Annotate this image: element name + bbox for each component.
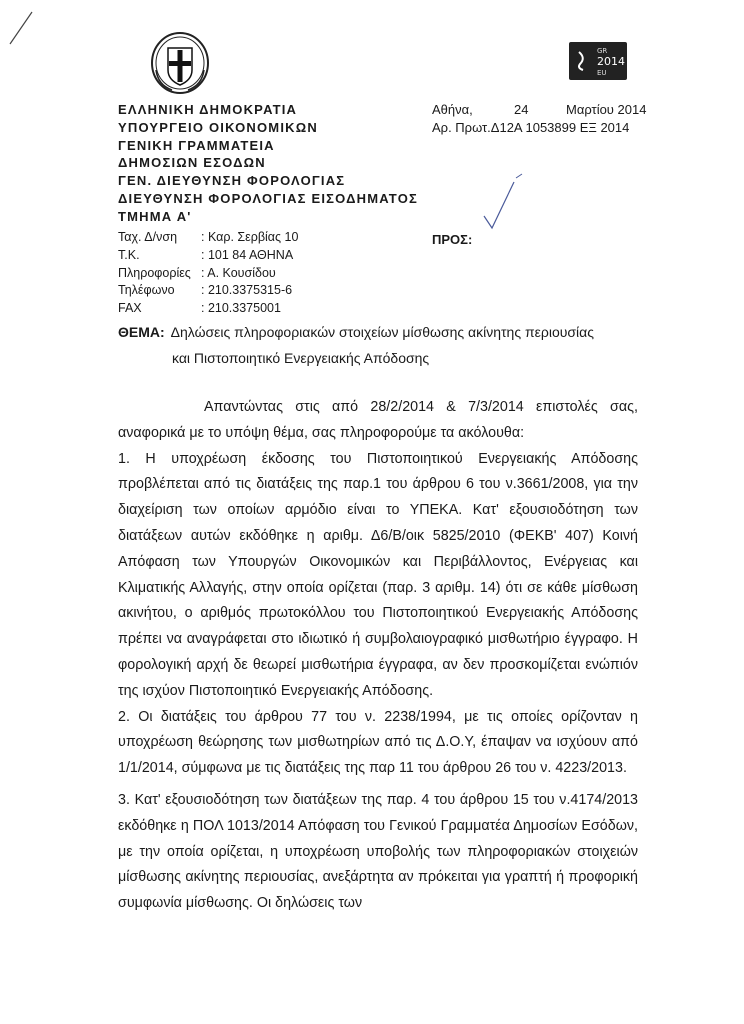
header-line: ΔΗΜΟΣΙΩΝ ΕΣΟΔΩΝ xyxy=(118,155,266,171)
date-line xyxy=(432,101,646,119)
paragraph-1: 1. Η υποχρέωση έκδοσης του Πιστοποιητικού Ενεργειακής Απόδοσης προβλέπεται από τις διατάξεις της παρ.1 του άρθρου 6 του ν.3661/2008, για την διαχείριση των οποίων αρμόδιο είναι το ΥΠΕΚΑ. Κατ' εξουσιοδότηση των διατάξεων αυτών εκδόθηκε η αριθμ. Δ6/Β/οικ 5825/2010 (ΦΕΚΒ' 407) Κοινή Απόφαση των Υπουργών Οικονομικών και Περιβάλλοντος, Ενέργειας και Κλιματικής Αλλαγής, στην οποία ορίζεται (παρ. 3 αριθμ. 14) ότι σε κάθε μίσθωση ακινήτου, ο αριθμός πρωτοκόλλου του Πιστοποιητικού Ενεργειακής Απόδοσης πρέπει να αναγράφεται στο ιδιωτικό ή συμβολαιογραφικό μισθωτήριο έγγραφο. Η φορολογική αρχή δε θεωρεί μισθωτήρια έγγραφα, αν δεν προσκομίζεται ενώπιόν της ισχύον Πιστοποιητικό Ενεργειακής Απόδοσης. xyxy=(118,450,638,699)
presidency-mark-icon xyxy=(575,50,589,72)
header-line: ΤΜΗΜΑ Α' xyxy=(118,208,192,224)
contact-row xyxy=(118,247,298,265)
eu-presidency-logo xyxy=(569,42,627,80)
contact-row xyxy=(118,282,298,300)
contact-row xyxy=(118,300,298,318)
subject-label: ΘΕΜΑ: xyxy=(118,324,165,340)
contact-value: : 210.3375315-6 xyxy=(201,283,293,298)
protocol-number: Αρ. Πρωτ.Δ12Α 1053899 ΕΞ 2014 xyxy=(432,120,630,135)
contact-label: Τηλέφωνο xyxy=(118,283,175,298)
date-city: Αθήνα, xyxy=(432,102,473,117)
subject-line-1 xyxy=(118,319,594,345)
contact-row xyxy=(118,229,298,247)
date-month-year: Μαρτίου 2014 xyxy=(566,102,647,117)
issuing-authority-header xyxy=(118,101,418,226)
paragraph-3: 3. Κατ' εξουσιοδότηση των διατάξεων της παρ. 4 του άρθρου 15 του ν.4174/2013 εκδόθηκε η ΠΟΛ 1013/2014 Απόφαση του Γενικού Γραμματέα Δημοσίων Εσόδων, με την οποία ορίζεται, η υποχρέωση υποβολής των πληροφοριακών στοιχειών μίσθωσης ακίνητης περιουσίας, ανεξάρτητα αν πρόκειται για γραπτή ή προφορική συμφωνία μίσθωσης. Οι δηλώσεις των xyxy=(118,791,638,912)
contact-value: : 101 84 ΑΘΗΝΑ xyxy=(201,247,294,262)
pen-stroke-mark xyxy=(6,8,36,48)
header-line: ΓΕΝΙΚΗ ΓΡΑΜΜΑΤΕΙΑ xyxy=(118,137,275,153)
intro-paragraph: Απαντώντας στις από 28/2/2014 & 7/3/2014 επιστολές σας, αναφορικά με το υπόψη θέμα, σας πληροφορούμε τα ακόλουθα: xyxy=(118,399,638,441)
logo-text-year: 2014 xyxy=(597,55,625,68)
header-line: ΔΙΕΥΘΥΝΣΗ ΦΟΡΟΛΟΓΙΑΣ ΕΙΣΟΔΗΜΑΤΟΣ xyxy=(118,190,419,206)
contact-label: Πληροφορίες xyxy=(118,265,191,280)
header-line: ΓΕΝ. ΔΙΕΥΘΥΝΣΗ ΦΟΡΟΛΟΓΙΑΣ xyxy=(118,173,346,189)
handwritten-checkmark-icon xyxy=(480,172,550,232)
contact-value: : 210.3375001 xyxy=(201,301,281,316)
subject-line-2: και Πιστοποιητικό Ενεργειακής Απόδοσης xyxy=(172,350,430,366)
contact-row xyxy=(118,265,298,283)
contact-label: Τ.Κ. xyxy=(118,247,140,262)
recipient-label: ΠΡΟΣ: xyxy=(432,232,473,247)
subject-text: Δηλώσεις πληροφοριακών στοιχείων μίσθωσης ακίνητης περιουσίας xyxy=(170,324,594,340)
contact-details xyxy=(118,229,298,318)
subject-block xyxy=(118,319,594,371)
header-line: ΥΠΟΥΡΓΕΙΟ ΟΙΚΟΝΟΜΙΚΩΝ xyxy=(118,119,318,135)
paragraph-2: 2. Οι διατάξεις του άρθρου 77 του ν. 2238/1994, με τις οποίες ορίζονταν η υποχρέωση θεώρησης των μισθωτηρίων από τις Δ.Ο.Υ, έπαψαν να ισχύουν από 1/1/2014, σύμφωνα με τις διατάξεις της παρ 11 του άρθρου 26 του ν. 4223/2013. xyxy=(118,708,638,777)
greek-coat-of-arms-icon xyxy=(148,30,212,96)
date-day: 24 xyxy=(514,102,529,117)
contact-label: Ταχ. Δ/νση xyxy=(118,230,178,244)
contact-label: FAX xyxy=(118,301,142,316)
logo-text-gr: GR xyxy=(597,47,608,55)
contact-value: : Καρ. Σερβίας 10 xyxy=(201,230,299,244)
contact-value: : Α. Κουσίδου xyxy=(201,265,276,280)
letter-body xyxy=(118,395,638,917)
logo-text-eu: EU xyxy=(597,69,607,77)
date-and-protocol xyxy=(432,101,646,137)
header-line: ΕΛΛΗΝΙΚΗ ΔΗΜΟΚΡΑΤΙΑ xyxy=(118,102,298,117)
